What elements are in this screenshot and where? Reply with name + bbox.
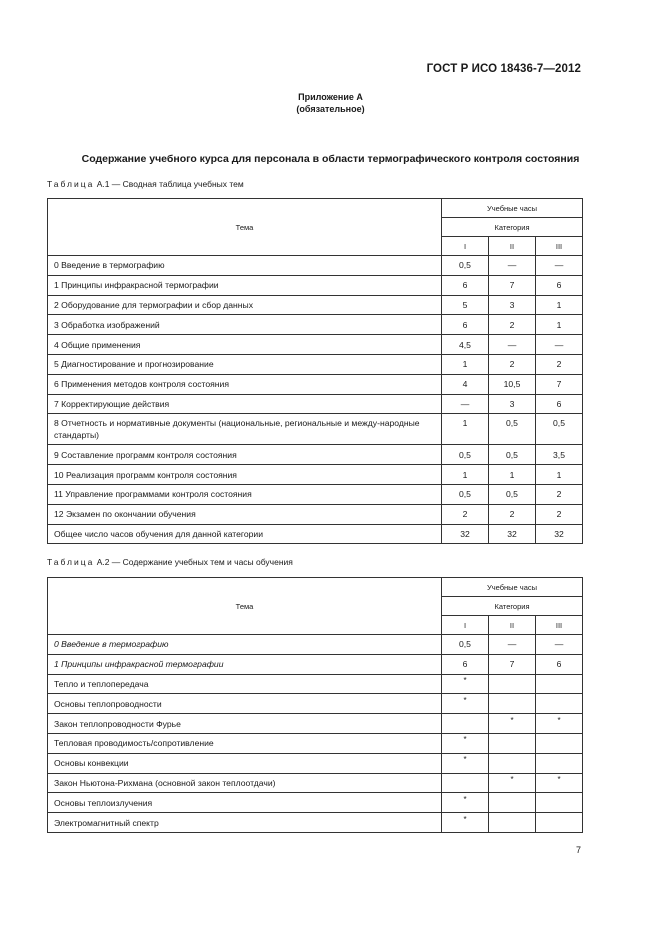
table-a1-row-cat-1: 32 — [442, 524, 489, 544]
asterisk-mark: * — [557, 774, 561, 784]
table-a1-caption-text: А.1 — Сводная таблица учебных тем — [94, 179, 244, 189]
table-a1-row-cat-3: 1 — [536, 315, 583, 335]
table-a1-row-cat-1: 0,5 — [442, 484, 489, 504]
asterisk-mark: * — [463, 675, 467, 685]
table-a2-row-cat-3 — [536, 773, 583, 793]
table-row — [48, 753, 583, 773]
table-a2-head-cat-1: I — [442, 616, 489, 635]
table-a1-head-cat-3: III — [536, 237, 583, 256]
table-row — [48, 335, 583, 355]
table-a2-row-cat-1 — [442, 714, 489, 734]
table-a1-caption-label: Таблица — [47, 179, 95, 189]
table-a1-row-topic: 6 Применения методов контроля состояния — [48, 374, 442, 394]
table-a2-row-cat-2 — [489, 674, 536, 694]
asterisk-mark: * — [557, 715, 561, 725]
table-a1-row-cat-1: 1 — [442, 414, 489, 445]
table-row — [48, 793, 583, 813]
table-a2-row-cat-3 — [536, 733, 583, 753]
table-row — [48, 374, 583, 394]
table-a2-row-cat-3 — [536, 753, 583, 773]
table-a2-row-cat-1 — [442, 753, 489, 773]
table-a1-row-cat-2: 0,5 — [489, 484, 536, 504]
table-a1-row-topic: Общее число часов обучения для данной категории — [48, 524, 442, 544]
table-a2-row-cat-3 — [536, 714, 583, 734]
table-a1-row-cat-2: — — [489, 256, 536, 276]
table-a2-head-topic: Тема — [48, 578, 442, 635]
table-a1-row-cat-2: 1 — [489, 465, 536, 485]
table-a2-row-cat-3 — [536, 674, 583, 694]
table-a2-row-cat-2 — [489, 694, 536, 714]
table-a2-row-cat-1 — [442, 733, 489, 753]
table-a2-row-cat-1 — [442, 773, 489, 793]
table-a1-head-hours: Учебные часы — [442, 199, 583, 218]
table-row — [48, 484, 583, 504]
table-a1-row-topic: 10 Реализация программ контроля состояния — [48, 465, 442, 485]
table-a1-row-cat-1: — — [442, 394, 489, 414]
table-a1-row-cat-1: 4 — [442, 374, 489, 394]
table-a2 — [47, 577, 583, 833]
table-a1-row-cat-2: 0,5 — [489, 445, 536, 465]
table-a1-head-cat-1: I — [442, 237, 489, 256]
table-a2-row-topic: Основы конвекции — [48, 753, 442, 773]
table-a1-row-cat-1: 2 — [442, 504, 489, 524]
appendix-status: (обязательное) — [296, 104, 365, 114]
table-row — [48, 394, 583, 414]
table-a1-row-cat-3: — — [536, 256, 583, 276]
table-a2-head-hours: Учебные часы — [442, 578, 583, 597]
table-a1-row-topic: 2 Оборудование для термографии и сбор данных — [48, 295, 442, 315]
table-a1-row-cat-3: 1 — [536, 295, 583, 315]
table-a1-row-cat-3: 2 — [536, 504, 583, 524]
section-title: Содержание учебного курса для персонала в области термографического контроля состояния — [81, 153, 580, 165]
table-a1-row-cat-3: 2 — [536, 354, 583, 374]
table-a2-row-cat-2: — — [489, 635, 536, 655]
table-a1-row-cat-2: — — [489, 335, 536, 355]
table-a2-row-cat-3: — — [536, 635, 583, 655]
table-row — [48, 635, 583, 655]
table-a1-row-cat-2: 7 — [489, 275, 536, 295]
table-a1-row-cat-2: 2 — [489, 504, 536, 524]
asterisk-mark: * — [510, 715, 514, 725]
table-row — [48, 674, 583, 694]
table-a1-row-cat-1: 6 — [442, 315, 489, 335]
table-row — [48, 445, 583, 465]
table-a1-row-cat-3: 3,5 — [536, 445, 583, 465]
table-a2-row-cat-2 — [489, 733, 536, 753]
table-a2-row-cat-2 — [489, 753, 536, 773]
table-a1 — [47, 198, 583, 544]
table-a1-row-topic: 3 Обработка изображений — [48, 315, 442, 335]
table-a1-caption — [47, 179, 244, 189]
table-a2-head-cat-3: III — [536, 616, 583, 635]
table-row — [48, 275, 583, 295]
table-a1-row-cat-3: 6 — [536, 275, 583, 295]
table-a2-row-cat-2 — [489, 813, 536, 833]
table-a2-row-topic: Основы теплопроводности — [48, 694, 442, 714]
table-a1-row-cat-3: 32 — [536, 524, 583, 544]
table-a2-row-cat-3: 6 — [536, 654, 583, 674]
asterisk-mark: * — [463, 755, 467, 765]
table-a2-row-cat-1 — [442, 694, 489, 714]
table-a1-row-cat-1: 0,5 — [442, 445, 489, 465]
table-a1-row-cat-3: 0,5 — [536, 414, 583, 445]
table-a1-row-topic: 4 Общие применения — [48, 335, 442, 355]
page-number: 7 — [575, 845, 581, 855]
asterisk-mark: * — [463, 735, 467, 745]
table-a2-row-cat-1 — [442, 674, 489, 694]
table-a1-row-cat-2: 10,5 — [489, 374, 536, 394]
table-a1-row-topic: 9 Составление программ контроля состояния — [48, 445, 442, 465]
table-row — [48, 354, 583, 374]
table-row — [48, 256, 583, 276]
table-a2-head-cat-2: II — [489, 616, 536, 635]
table-row — [48, 733, 583, 753]
table-a2-row-cat-1: 6 — [442, 654, 489, 674]
table-a2-head-category: Категория — [442, 597, 583, 616]
table-a1-row-cat-3: — — [536, 335, 583, 355]
table-a2-row-cat-2 — [489, 793, 536, 813]
table-row — [48, 295, 583, 315]
table-a2-caption-text: А.2 — Содержание учебных тем и часы обучения — [94, 557, 293, 567]
table-a2-row-topic: 1 Принципы инфракрасной термографии — [48, 654, 442, 674]
asterisk-mark: * — [463, 695, 467, 705]
table-a2-row-cat-1 — [442, 793, 489, 813]
table-a2-row-topic: Тепло и теплопередача — [48, 674, 442, 694]
table-a2-caption — [47, 557, 293, 567]
table-row — [48, 813, 583, 833]
table-a2-row-topic: Тепловая проводимость/сопротивление — [48, 733, 442, 753]
table-row — [48, 654, 583, 674]
table-a1-row-cat-2: 2 — [489, 315, 536, 335]
table-a1-row-topic: 5 Диагностирование и прогнозирование — [48, 354, 442, 374]
table-a2-row-topic: Закон теплопроводности Фурье — [48, 714, 442, 734]
table-a2-row-cat-2 — [489, 714, 536, 734]
table-row — [48, 414, 583, 445]
table-a1-row-cat-3: 1 — [536, 465, 583, 485]
table-row — [48, 773, 583, 793]
table-a1-head-topic: Тема — [48, 199, 442, 256]
table-a1-row-cat-3: 6 — [536, 394, 583, 414]
table-a2-row-cat-3 — [536, 813, 583, 833]
appendix-title: Приложение А — [298, 92, 363, 102]
table-a2-row-cat-3 — [536, 694, 583, 714]
table-a1-row-cat-1: 1 — [442, 465, 489, 485]
table-row — [48, 465, 583, 485]
table-a2-caption-label: Таблица — [47, 557, 95, 567]
table-row — [48, 504, 583, 524]
table-a2-row-cat-1: 0,5 — [442, 635, 489, 655]
table-a2-row-cat-1 — [442, 813, 489, 833]
table-a1-row-cat-2: 0,5 — [489, 414, 536, 445]
table-a1-row-topic: 8 Отчетность и нормативные документы (национальные, региональные и между-народные стандарты) — [48, 414, 442, 445]
table-a1-row-topic: 11 Управление программами контроля состояния — [48, 484, 442, 504]
table-a1-row-cat-1: 0,5 — [442, 256, 489, 276]
table-row — [48, 714, 583, 734]
table-a1-row-cat-1: 1 — [442, 354, 489, 374]
standard-number: ГОСТ Р ИСО 18436-7—2012 — [426, 63, 581, 75]
table-a1-row-cat-3: 2 — [536, 484, 583, 504]
asterisk-mark: * — [463, 794, 467, 804]
table-a1-row-cat-1: 6 — [442, 275, 489, 295]
table-a2-row-cat-2: 7 — [489, 654, 536, 674]
table-a1-row-cat-1: 5 — [442, 295, 489, 315]
table-a1-row-topic: 7 Корректирующие действия — [48, 394, 442, 414]
table-a1-row-cat-1: 4,5 — [442, 335, 489, 355]
table-a2-row-topic: 0 Введение в термографию — [48, 635, 442, 655]
table-a2-row-cat-3 — [536, 793, 583, 813]
table-a1-row-cat-2: 3 — [489, 394, 536, 414]
table-a2-row-cat-2 — [489, 773, 536, 793]
table-a1-row-topic: 0 Введение в термографию — [48, 256, 442, 276]
table-a2-row-topic: Основы теплоизлучения — [48, 793, 442, 813]
table-a1-head-category: Категория — [442, 218, 583, 237]
asterisk-mark: * — [463, 814, 467, 824]
table-a1-row-topic: 1 Принципы инфракрасной термографии — [48, 275, 442, 295]
table-row — [48, 524, 583, 544]
table-row — [48, 315, 583, 335]
table-a1-row-cat-3: 7 — [536, 374, 583, 394]
asterisk-mark: * — [510, 774, 514, 784]
table-a1-row-cat-2: 3 — [489, 295, 536, 315]
table-a1-head-cat-2: II — [489, 237, 536, 256]
table-a2-row-topic: Электромагнитный спектр — [48, 813, 442, 833]
table-a2-row-topic: Закон Ньютона-Рихмана (основной закон теплоотдачи) — [48, 773, 442, 793]
table-a1-row-cat-2: 32 — [489, 524, 536, 544]
table-a1-row-cat-2: 2 — [489, 354, 536, 374]
table-a1-row-topic: 12 Экзамен по окончании обучения — [48, 504, 442, 524]
table-row — [48, 694, 583, 714]
